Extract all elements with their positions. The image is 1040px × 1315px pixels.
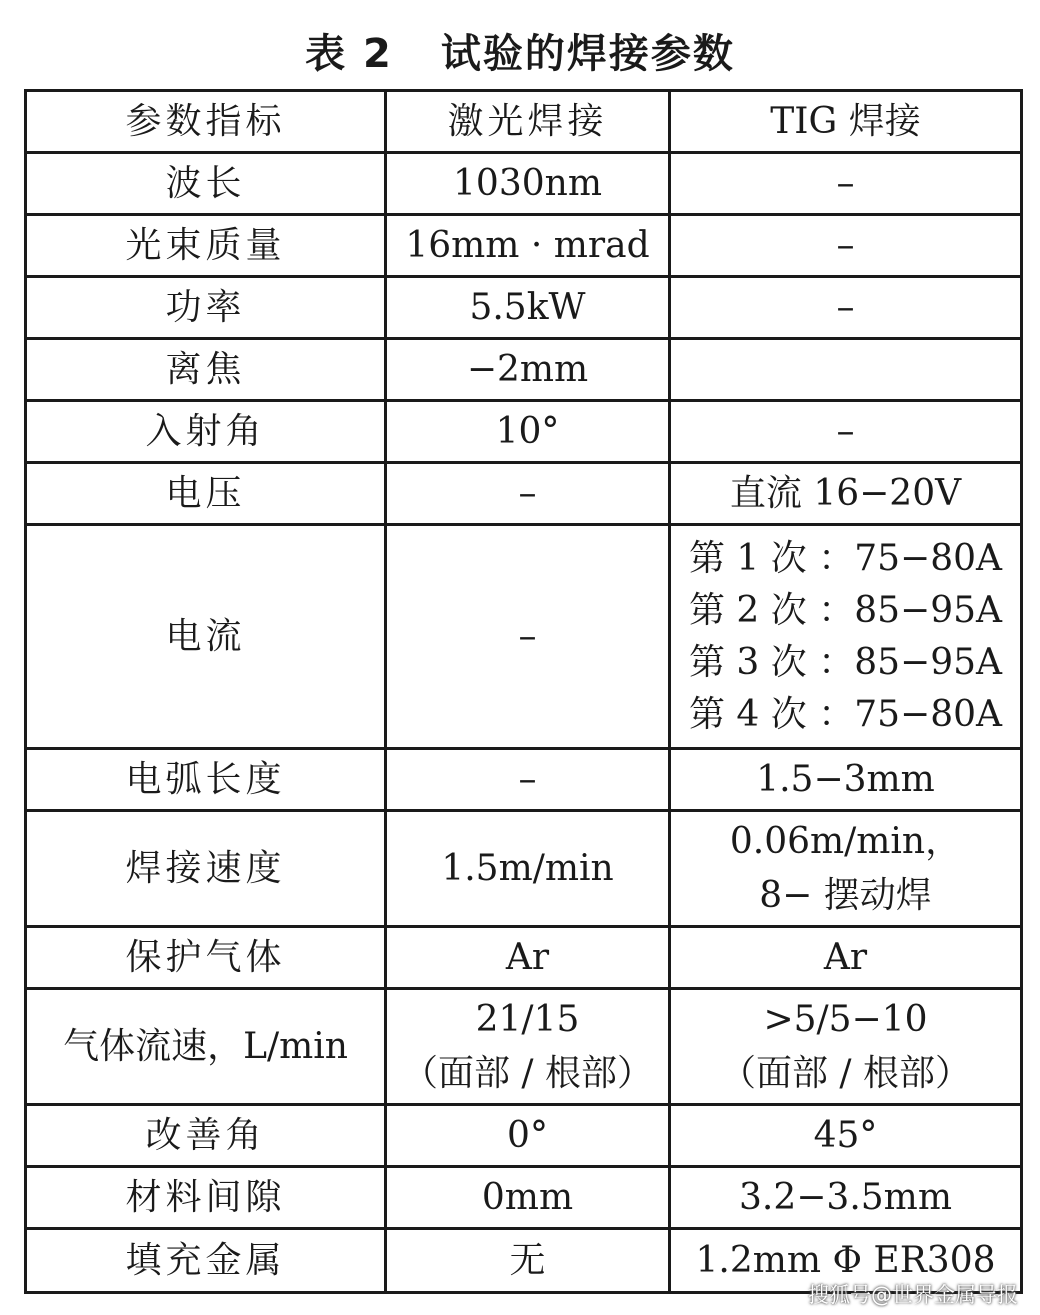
laser-cell <box>386 215 670 277</box>
laser-cell <box>386 153 670 215</box>
header-row <box>26 91 1022 153</box>
tig-cell <box>670 215 1022 277</box>
laser-cell <box>386 749 670 811</box>
param-cell: 填充金属 <box>26 1229 386 1293</box>
laser-cell-line: 5.5kW <box>469 286 586 328</box>
table-number: 表 2 <box>305 31 393 77</box>
laser-cell <box>386 811 670 927</box>
laser-cell <box>386 1105 670 1167</box>
header-cell-param: 参数指标 <box>26 91 386 153</box>
laser-cell-line: – <box>518 758 537 800</box>
table-row <box>26 749 1022 811</box>
tig-cell-line: >5/5−10 <box>763 998 928 1040</box>
tig-cell-line: – <box>836 224 855 266</box>
tig-cell-line: 第 2 次 ：85−95A <box>688 589 1002 631</box>
table-row <box>26 811 1022 927</box>
tig-cell <box>670 525 1022 749</box>
laser-cell-line: 1.5m/min <box>441 847 614 889</box>
table-row <box>26 927 1022 989</box>
laser-cell-line: −2mm <box>466 348 589 390</box>
laser-cell <box>386 1229 670 1293</box>
param-cell: 电压 <box>26 463 386 525</box>
tig-cell-line: 直流 16−20V <box>729 472 962 514</box>
laser-cell <box>386 401 670 463</box>
tig-cell <box>670 401 1022 463</box>
laser-cell <box>386 1167 670 1229</box>
laser-cell <box>386 927 670 989</box>
tig-cell-line: 0.06m/min， <box>729 820 962 862</box>
tig-cell-line: 3.2−3.5mm <box>739 1176 952 1218</box>
table-row <box>26 1167 1022 1229</box>
tig-cell-line: – <box>836 410 855 452</box>
laser-cell-line: 10° <box>495 410 560 452</box>
tig-cell <box>670 1105 1022 1167</box>
tig-cell <box>670 277 1022 339</box>
laser-cell-line: Ar <box>505 936 550 978</box>
header-cell-laser: 激光焊接 <box>386 91 670 153</box>
laser-cell-line: （面部 / 根部） <box>401 1052 654 1094</box>
tig-cell-line: 45° <box>813 1114 878 1156</box>
param-cell: 材料间隙 <box>26 1167 386 1229</box>
welding-parameters-table <box>24 89 1023 1294</box>
tig-cell-line: – <box>836 162 855 204</box>
table-body <box>26 91 1022 1293</box>
laser-cell <box>386 989 670 1105</box>
tig-cell <box>670 1167 1022 1229</box>
laser-cell-line: 1030nm <box>453 162 602 204</box>
laser-cell-line: – <box>518 472 537 514</box>
tig-cell-line: 1.2mm Φ ER308 <box>695 1239 996 1281</box>
table-caption: 试验的焊接参数 <box>440 31 735 77</box>
tig-cell <box>670 339 1022 401</box>
table-row <box>26 215 1022 277</box>
header-cell-tig: TIG 焊接 <box>670 91 1022 153</box>
table-row <box>26 339 1022 401</box>
tig-cell-line: 第 4 次 ：75−80A <box>688 693 1002 735</box>
tig-cell-line: Ar <box>823 936 868 978</box>
param-cell: 气体流速，L/min <box>26 989 386 1105</box>
tig-cell <box>670 927 1022 989</box>
tig-cell-line: 第 1 次 ：75−80A <box>688 537 1002 579</box>
table-row <box>26 1105 1022 1167</box>
laser-cell-line: 21/15 <box>475 998 580 1040</box>
table-title <box>0 22 1040 79</box>
tig-cell-line: – <box>836 286 855 328</box>
param-cell: 离焦 <box>26 339 386 401</box>
param-cell: 入射角 <box>26 401 386 463</box>
laser-cell-line: 16mm · mrad <box>405 224 650 266</box>
laser-cell <box>386 277 670 339</box>
param-cell: 光束质量 <box>26 215 386 277</box>
watermark: 搜狐号@世界金属导报 <box>808 1283 1018 1307</box>
laser-cell <box>386 525 670 749</box>
tig-cell <box>670 989 1022 1105</box>
tig-cell <box>670 749 1022 811</box>
table-row <box>26 153 1022 215</box>
param-cell: 保护气体 <box>26 927 386 989</box>
tig-cell-line: 8− 摆动焊 <box>759 874 932 916</box>
tig-cell-line: （面部 / 根部） <box>719 1052 972 1094</box>
table-row <box>26 463 1022 525</box>
tig-cell <box>670 153 1022 215</box>
param-cell: 功率 <box>26 277 386 339</box>
param-cell: 波长 <box>26 153 386 215</box>
param-cell: 电流 <box>26 525 386 749</box>
laser-cell-line: 0° <box>507 1114 548 1156</box>
tig-cell <box>670 811 1022 927</box>
param-cell: 改善角 <box>26 1105 386 1167</box>
laser-cell <box>386 339 670 401</box>
param-cell: 电弧长度 <box>26 749 386 811</box>
laser-cell-line: 无 <box>509 1239 546 1281</box>
table-row <box>26 277 1022 339</box>
tig-cell <box>670 463 1022 525</box>
table-row <box>26 525 1022 749</box>
table-row <box>26 989 1022 1105</box>
param-cell: 焊接速度 <box>26 811 386 927</box>
table-row <box>26 401 1022 463</box>
laser-cell-line: 0mm <box>481 1176 574 1218</box>
laser-cell <box>386 463 670 525</box>
tig-cell-line: 1.5−3mm <box>756 758 935 800</box>
laser-cell-line: – <box>518 615 537 657</box>
tig-cell-line: 第 3 次 ：85−95A <box>688 641 1002 683</box>
